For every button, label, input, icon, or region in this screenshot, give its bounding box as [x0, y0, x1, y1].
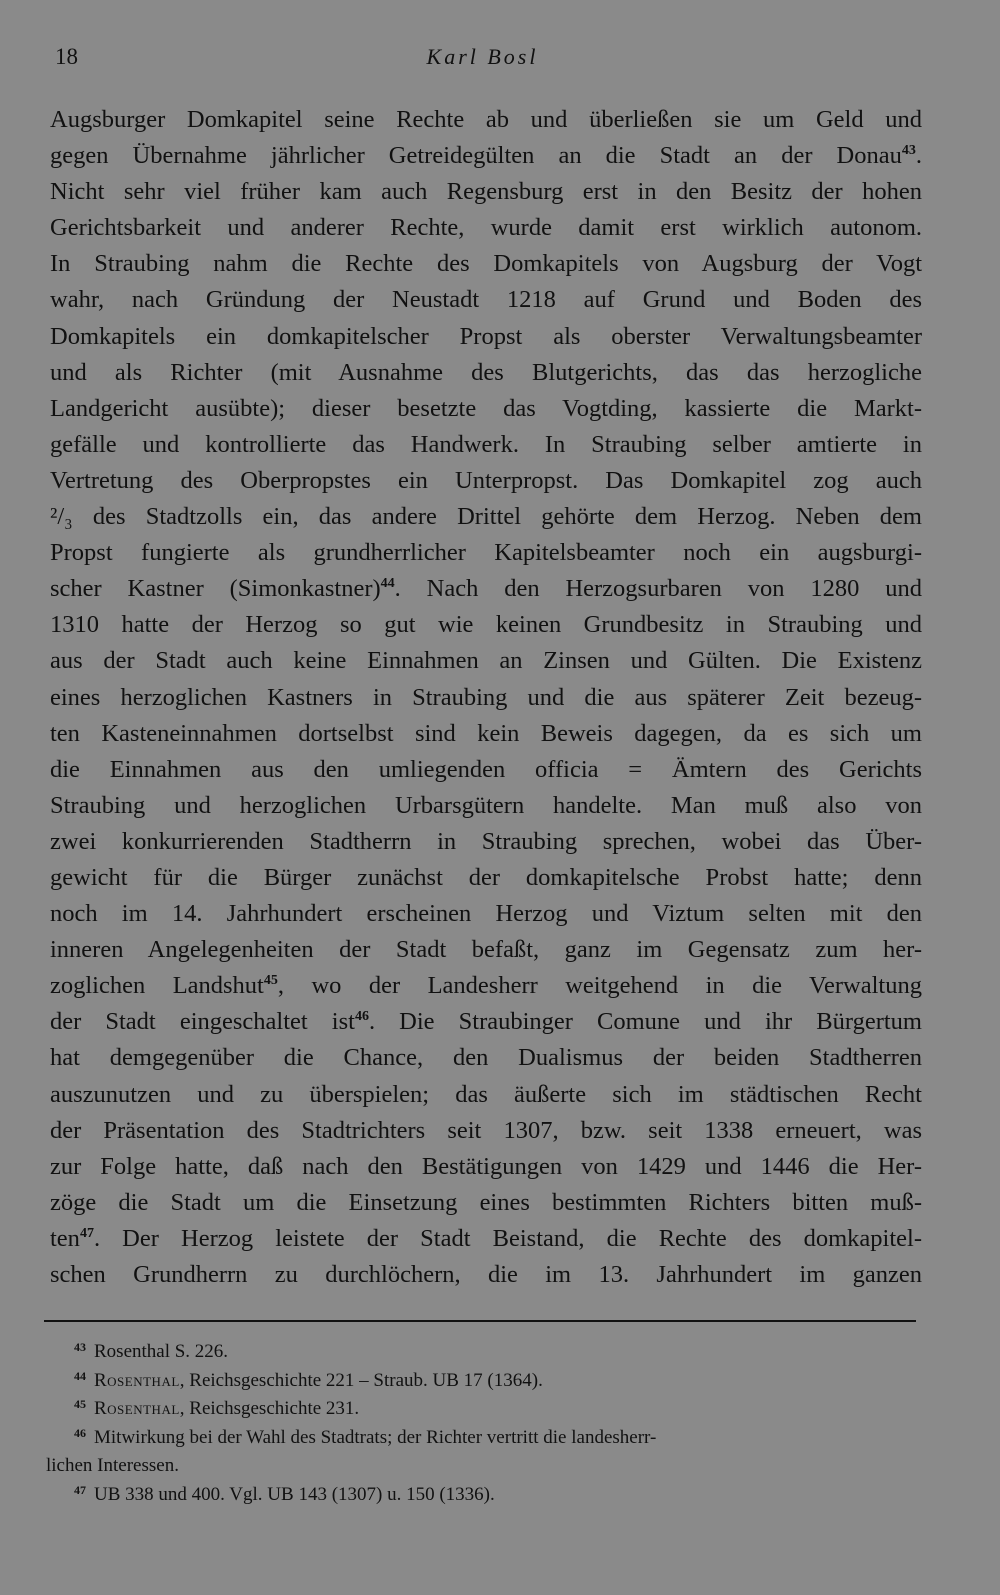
body-line-text: der Stadt eingeschaltet ist	[50, 1008, 355, 1036]
body-line: In Straubing nahm die Rechte des Domkapitels von Augsburg der Vogt	[50, 250, 922, 278]
body-line-text: . Die Straubinger Comune und ihr Bürgertum	[368, 1008, 922, 1036]
body-line: ten Kasteneinnahmen dortselbst sind kein Beweis dagegen, da es sich um	[50, 719, 922, 747]
running-head: Karl Bosl	[426, 44, 539, 69]
body-line	[50, 968, 922, 1004]
page-header	[55, 44, 910, 76]
body-line: aus der Stadt auch keine Einnahmen an Zinsen und Gülten. Die Existenz	[50, 647, 922, 675]
body-line: inneren Angelegenheiten der Stadt befaßt, ganz im Gegensatz zum her-	[50, 936, 922, 964]
body-line: zöge die Stadt um die Einsetzung eines bestimmten Richters bitten muß-	[50, 1188, 922, 1216]
body-line-text: , wo der Landesherr weitgehend in die Verwaltung	[277, 972, 922, 1000]
body-line: der Präsentation des Stadtrichters seit 1307, bzw. seit 1338 erneuert, was	[50, 1116, 922, 1144]
body-line: gewicht für die Bürger zunächst der domkapitelsche Probst hatte; denn	[50, 863, 922, 891]
footnote-text: Mitwirkung bei der Wahl des Stadtrats; der Richter vertritt die landesherr-	[94, 1426, 657, 1448]
body-line-text: scher Kastner (Simonkastner)	[50, 575, 381, 603]
footnote-text: Rosenthal S. 226.	[94, 1341, 229, 1362]
footnote-divider	[44, 1320, 916, 1322]
footnote: 43 Rosenthal S. 226.	[74, 1340, 229, 1362]
body-line-text: . Nach den Herzogsurbaren von 1280 und	[394, 575, 922, 603]
footnote: 44 Rosenthal, Reichsgeschichte 221 – Straub. UB 17 (1364).	[74, 1368, 543, 1391]
body-line: die Einnahmen aus den umliegenden officia = Ämtern des Gerichts	[50, 755, 922, 783]
fraction: ²/₃	[50, 503, 73, 531]
body-line: Propst fungierte als grundherrlicher Kapitelsbeamter noch ein augsburgi-	[50, 539, 922, 567]
footnote-ref: 44	[380, 576, 395, 592]
body-line: noch im 14. Jahrhundert erscheinen Herzog und Viztum selten mit den	[50, 900, 922, 928]
footnote-continuation: lichen Interessen.	[46, 1455, 179, 1477]
footnote-ref: 46	[354, 1009, 369, 1025]
footnote-text: , Reichsgeschichte 231.	[179, 1398, 360, 1420]
body-line-text: . Der Herzog leistete der Stadt Beistand, die Rechte des domkapitel-	[93, 1224, 922, 1252]
body-line: gefälle und kontrollierte das Handwerk. In Straubing selber amtierte in	[50, 430, 922, 458]
body-text	[50, 102, 922, 1293]
body-line: wahr, nach Gründung der Neustadt 1218 auf Grund und Boden des	[50, 286, 922, 314]
footnote-text: , Reichsgeschichte 221 – Straub. UB 17 (1364).	[179, 1369, 543, 1391]
footnote-author: Rosenthal	[94, 1369, 180, 1391]
body-line-text: ten	[50, 1224, 80, 1252]
body-line: schen Grundherrn zu durchlöchern, die im 13. Jahrhundert im ganzen	[50, 1261, 922, 1288]
body-line-text: gegen Übernahme jährlicher Getreidegülten an die Stadt an der Donau	[50, 142, 902, 170]
body-line: 1310 hatte der Herzog so gut wie keinen Grundbesitz in Straubing und	[50, 611, 922, 639]
body-line: Landgericht ausübte); dieser besetzte das Vogtding, kassierte die Markt-	[50, 394, 922, 422]
footnote-author: Rosenthal	[94, 1398, 180, 1420]
body-line: und als Richter (mit Ausnahme des Blutgerichts, das das herzogliche	[50, 358, 922, 386]
body-line-text: .	[915, 142, 922, 170]
body-line: Gerichtsbarkeit und anderer Rechte, wurde damit erst wirklich autonom.	[50, 214, 922, 242]
footnote: 45 Rosenthal, Reichsgeschichte 231.	[74, 1397, 360, 1420]
body-line: eines herzoglichen Kastners in Straubing und die aus späterer Zeit bezeug-	[50, 683, 922, 711]
body-line: Augsburger Domkapitel seine Rechte ab und überließen sie um Geld und	[50, 106, 922, 133]
footnote-ref: 47	[79, 1225, 94, 1241]
footnote: 47 UB 338 und 400. Vgl. UB 143 (1307) u. 150 (1336).	[74, 1482, 495, 1505]
footnotes	[46, 1338, 916, 1510]
body-line: Nicht sehr viel früher kam auch Regensburg erst in den Besitz der hohen	[50, 178, 922, 206]
body-line	[50, 1004, 922, 1040]
footnote-text: UB 338 und 400. Vgl. UB 143 (1307) u. 150 (1336).	[94, 1483, 495, 1505]
body-line	[50, 1221, 922, 1257]
body-line: auszunutzen und zu überspielen; das äußerte sich im städtischen Recht	[50, 1080, 922, 1108]
page-number: 18	[55, 44, 78, 69]
footnote-ref: 43	[901, 143, 916, 159]
body-line: zur Folge hatte, daß nach den Bestätigungen von 1429 und 1446 die Her-	[50, 1152, 922, 1180]
body-line: Vertretung des Oberpropstes ein Unterpropst. Das Domkapitel zog auch	[50, 466, 922, 494]
body-line: Domkapitels ein domkapitelscher Propst als oberster Verwaltungsbeamter	[50, 322, 922, 350]
body-line: zwei konkurrierenden Stadtherrn in Straubing sprechen, wobei das Über-	[50, 827, 922, 855]
body-line: hat demgegenüber die Chance, den Dualismus der beiden Stadtherren	[50, 1044, 922, 1072]
body-line	[50, 499, 922, 535]
footnote-ref: 45	[263, 973, 278, 989]
body-line-text: des Stadtzolls ein, das andere Drittel gehörte dem Herzog. Neben dem	[92, 503, 922, 531]
body-line	[50, 571, 922, 607]
body-line: Straubing und herzoglichen Urbarsgütern handelte. Man muß also von	[50, 791, 922, 819]
body-line-text: zoglichen Landshut	[50, 972, 264, 1000]
body-line	[50, 138, 922, 174]
footnote: 46 Mitwirkung bei der Wahl des Stadtrats; der Richter vertritt die landesherr-	[74, 1425, 657, 1448]
